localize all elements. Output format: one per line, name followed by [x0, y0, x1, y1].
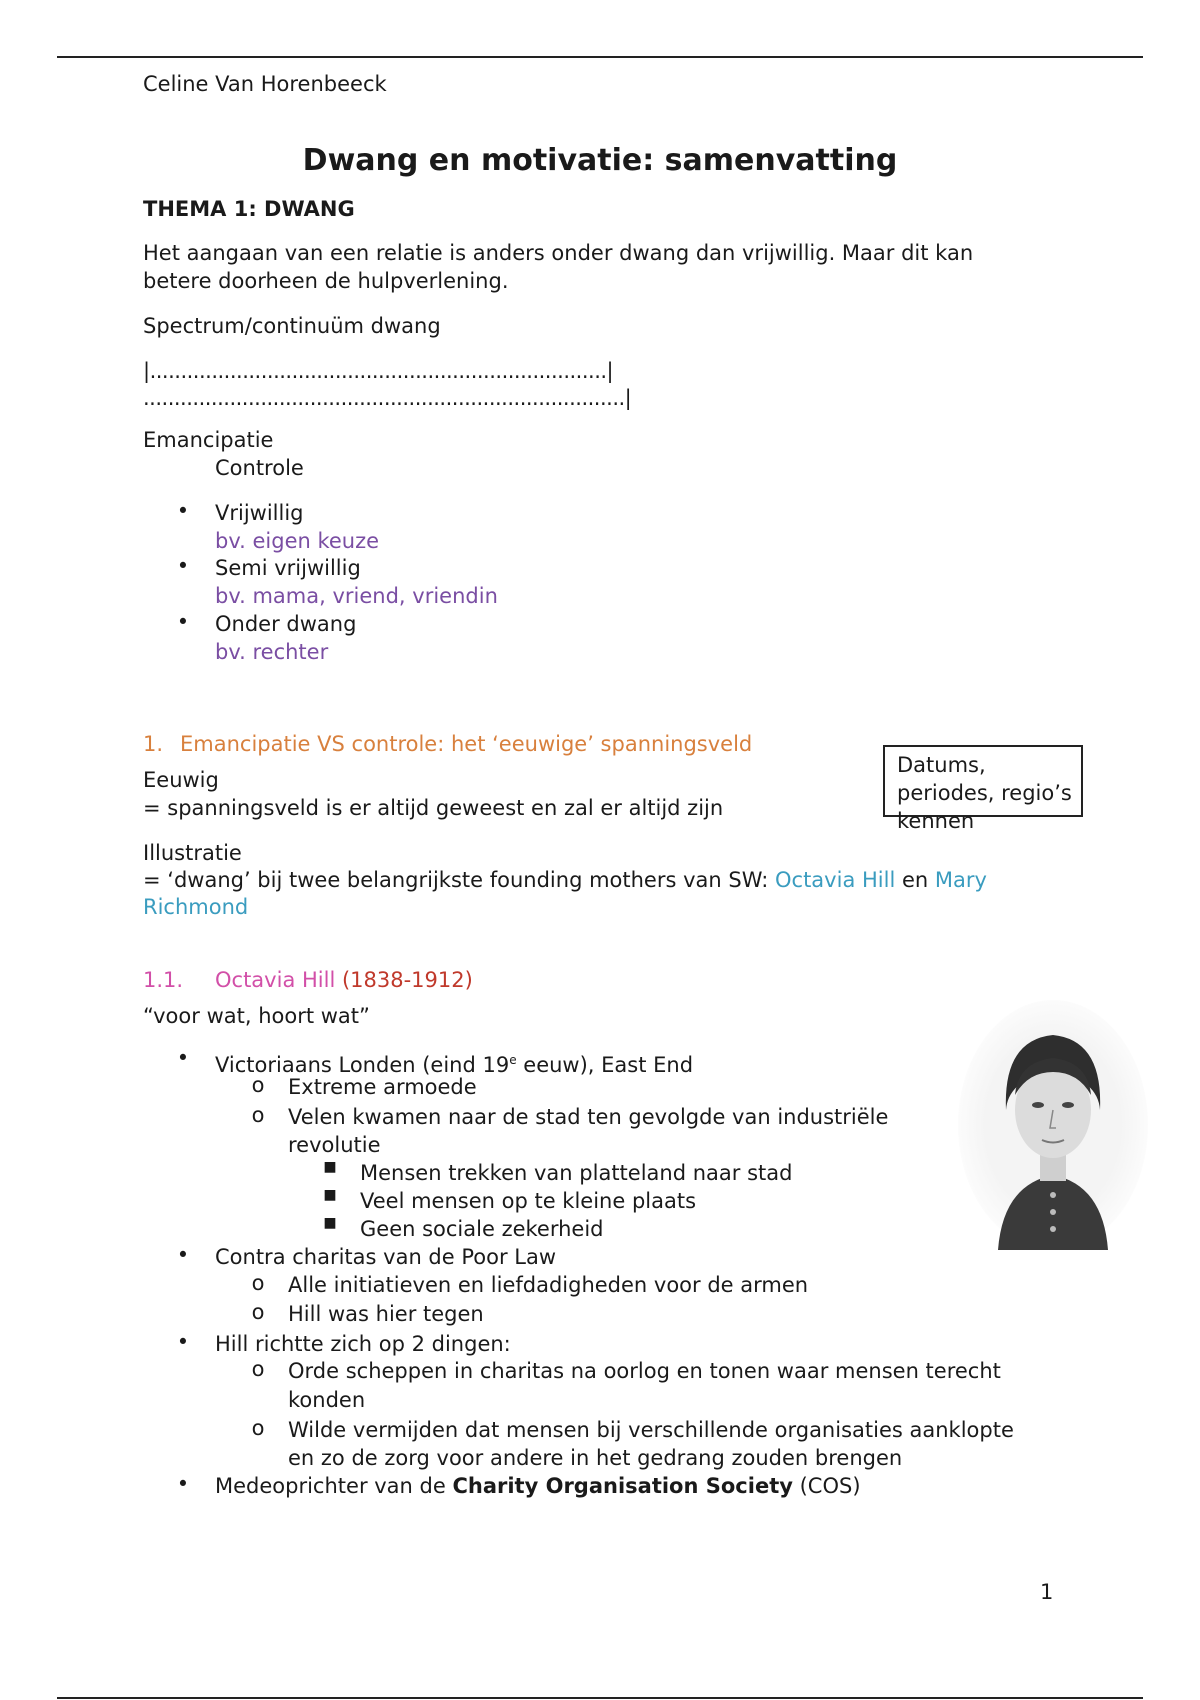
section-1-number: 1. — [143, 732, 164, 756]
def-text: = ‘dwang’ bij twee belangrijkste founding mothers van SW: — [143, 868, 775, 892]
margin-note — [883, 745, 1083, 833]
heading-name: Octavia Hill — [215, 968, 336, 992]
sub-bullet: o — [251, 1357, 265, 1381]
item-text: Medeoprichter van de — [215, 1474, 453, 1498]
heading-years: (1838-1912) — [341, 968, 473, 992]
author-name: Celine Van Horenbeeck — [143, 72, 387, 96]
list-item: Semi vrijwillig — [215, 556, 361, 580]
sub-item: Hill was hier tegen — [288, 1302, 484, 1326]
top-rule — [57, 56, 1143, 58]
sub-bullet: o — [251, 1073, 265, 1097]
name-mary: Mary — [934, 868, 987, 892]
name-richmond: Richmond — [143, 895, 249, 919]
term-eeuwig: Eeuwig — [143, 768, 219, 792]
conjunction: en — [895, 868, 935, 892]
list-item-example: bv. mama, vriend, vriendin — [215, 584, 498, 608]
spectrum-dots-2: ..............................................................................| — [143, 386, 632, 410]
intro-line-2: betere doorheen de hulpverlening. — [143, 269, 509, 293]
sub-bullet: o — [251, 1103, 265, 1127]
tertiary-item: Geen sociale zekerheid — [360, 1217, 604, 1241]
portrait-illustration — [958, 1000, 1148, 1250]
list-item: Hill richtte zich op 2 dingen: — [215, 1332, 511, 1356]
tertiary-item: Veel mensen op te kleine plaats — [360, 1189, 697, 1213]
sub-item: Orde scheppen in charitas na oorlog en tonen waar mensen terecht — [288, 1359, 1001, 1383]
page-number: 1 — [1040, 1580, 1054, 1604]
term-illustratie: Illustratie — [143, 841, 242, 865]
note-line: kennen — [897, 809, 975, 833]
section-1-1-number: 1.1. — [143, 968, 184, 992]
tertiary-bullet: ■ — [323, 1159, 337, 1175]
bullet: • — [176, 499, 190, 523]
page-title: Dwang en motivatie: samenvatting — [302, 143, 898, 178]
item-bold: Charity Organisation Society — [452, 1474, 793, 1498]
bullet: • — [176, 610, 190, 634]
pole-left: Emancipatie — [143, 428, 274, 452]
bullet: • — [176, 1330, 190, 1354]
portrait-image — [958, 1000, 1148, 1250]
list-item: Onder dwang — [215, 612, 357, 636]
section-1-1-heading — [215, 966, 473, 994]
item-text: Victoriaans Londen (eind 19 — [215, 1053, 510, 1077]
spectrum-dots-1: |..........................................................................| — [143, 359, 614, 383]
tertiary-item: Mensen trekken van platteland naar stad — [360, 1161, 793, 1185]
sub-bullet: o — [251, 1300, 265, 1324]
sub-item: Extreme armoede — [288, 1075, 477, 1099]
sub-bullet: o — [251, 1271, 265, 1295]
def-illustratie — [143, 866, 987, 894]
list-item — [215, 1472, 861, 1500]
note-line: Datums, — [897, 753, 986, 777]
bullet: • — [176, 554, 190, 578]
list-item: Vrijwillig — [215, 501, 304, 525]
bullet: • — [176, 1046, 190, 1070]
bullet: • — [176, 1243, 190, 1267]
sub-item: Velen kwamen naar de stad ten gevolgde van industriële — [288, 1105, 889, 1129]
bullet: • — [176, 1472, 190, 1496]
theme-heading: THEMA 1: DWANG — [143, 197, 355, 221]
list-item-example: bv. eigen keuze — [215, 529, 380, 553]
tertiary-bullet: ■ — [323, 1215, 337, 1231]
list-item: Contra charitas van de Poor Law — [215, 1245, 557, 1269]
note-line: periodes, regio’s — [897, 781, 1072, 805]
section-1-heading: Emancipatie VS controle: het ‘eeuwige’ spanningsveld — [180, 732, 753, 756]
sub-item: Alle initiatieven en liefdadigheden voor de armen — [288, 1273, 809, 1297]
item-text: (COS) — [792, 1474, 861, 1498]
item-text: eeuw), East End — [516, 1053, 694, 1077]
sub-bullet: o — [251, 1416, 265, 1440]
quote: “voor wat, hoort wat” — [143, 1004, 370, 1028]
list-item-example: bv. rechter — [215, 640, 329, 664]
spectrum-label: Spectrum/continuüm dwang — [143, 314, 441, 338]
superscript: e — [509, 1053, 517, 1067]
name-octavia-hill: Octavia Hill — [775, 868, 896, 892]
sub-item-cont: konden — [288, 1388, 366, 1412]
pole-right: Controle — [215, 456, 304, 480]
bottom-rule — [57, 1697, 1143, 1699]
tertiary-bullet: ■ — [323, 1187, 337, 1203]
def-eeuwig: = spanningsveld is er altijd geweest en zal er altijd zijn — [143, 796, 724, 820]
intro-line-1: Het aangaan van een relatie is anders onder dwang dan vrijwillig. Maar dit kan — [143, 241, 974, 265]
sub-item-cont: revolutie — [288, 1133, 381, 1157]
sub-item: Wilde vermijden dat mensen bij verschillende organisaties aanklopte — [288, 1418, 1014, 1442]
sub-item-cont: en zo de zorg voor andere in het gedrang zouden brengen — [288, 1446, 903, 1470]
